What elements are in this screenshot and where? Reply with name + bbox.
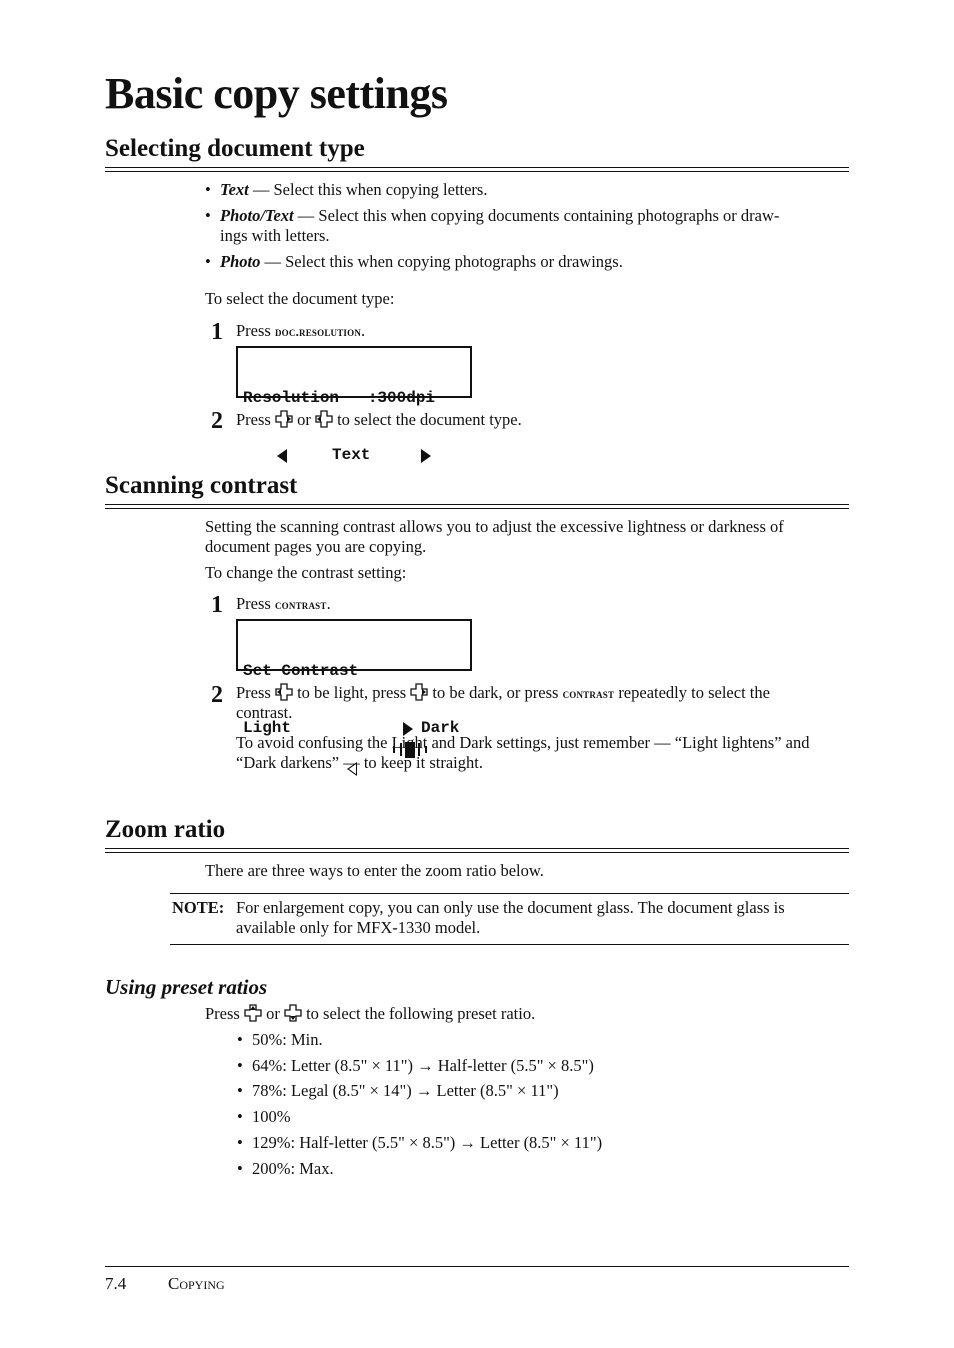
- step-number: 1: [211, 319, 223, 345]
- heading-rule: [105, 852, 849, 853]
- bullet: •: [205, 252, 211, 271]
- instruction-intro: To select the document type:: [205, 289, 395, 308]
- bullet-desc: — Select this when copying photographs or drawings.: [260, 252, 623, 271]
- key-name: contrast: [274, 597, 327, 612]
- page-number: 7.4: [105, 1274, 127, 1293]
- navigation-key-icon: [244, 1004, 262, 1022]
- tip-text: To avoid confusing the Light and Dark settings, just remember — “Light lightens” and: [236, 733, 810, 752]
- step-text-continued: contrast.: [236, 703, 293, 722]
- step-number: 2: [211, 408, 223, 434]
- subheading-preset-ratios: Using preset ratios: [105, 975, 268, 999]
- paragraph: To change the contrast setting:: [205, 563, 407, 582]
- section-heading-document-type: Selecting document type: [105, 135, 365, 162]
- bullet: •: [205, 206, 211, 225]
- step-text: Press or to select the document type.: [236, 410, 522, 429]
- heading-rule: [105, 167, 849, 168]
- heading-rule: [105, 508, 849, 509]
- footer-rule: [105, 1266, 849, 1267]
- lcd-line-1: Resolution :300dpi: [243, 389, 436, 407]
- paragraph: document pages you are copying.: [205, 537, 427, 556]
- step-number: 2: [211, 682, 223, 708]
- note-text: For enlargement copy, you can only use the document glass. The document glass is: [236, 898, 785, 917]
- note-rule-bottom: [170, 944, 849, 945]
- step-text: Press doc.resolution.: [236, 321, 366, 340]
- bullet-desc: — Select this when copying documents containing photographs or draw-: [293, 206, 780, 225]
- page-title: Basic copy settings: [105, 69, 448, 118]
- list-item: • 78%: Legal (8.5" × 14") → Letter (8.5" × 11"): [237, 1081, 559, 1100]
- right-arrow-icon: [421, 449, 431, 463]
- note-rule-top: [170, 893, 849, 894]
- lcd-value: Text: [332, 446, 371, 464]
- bullet-term: Text: [220, 180, 249, 199]
- list-item: • 50%: Min.: [237, 1030, 323, 1049]
- note-text: available only for MFX-1330 model.: [236, 918, 481, 937]
- list-item: • 100%: [237, 1107, 291, 1126]
- paragraph: Press or to select the following preset ratio.: [205, 1004, 536, 1023]
- bullet-desc: — Select this when copying letters.: [248, 180, 488, 199]
- bullet-term: Photo/Text: [220, 206, 294, 225]
- list-item: • 200%: Max.: [237, 1159, 334, 1178]
- list-item: [205, 206, 779, 226]
- lcd-line-1: Set Contrast: [243, 662, 359, 680]
- step-text: Press to be light, press to be dark, or press contrast repeatedly to select the: [236, 683, 770, 702]
- list-item: • 129%: Half-letter (5.5" × 8.5") → Letter (8.5" × 11"): [237, 1133, 603, 1152]
- bullet-term: Photo: [220, 252, 261, 271]
- chapter-name: Copying: [168, 1274, 225, 1293]
- section-heading-zoom-ratio: Zoom ratio: [105, 816, 226, 843]
- paragraph: Setting the scanning contrast allows you to adjust the excessive lightness or darkness of: [205, 517, 784, 536]
- heading-rule: [105, 171, 849, 172]
- list-item: [205, 180, 487, 200]
- heading-rule: [105, 848, 849, 849]
- paragraph: There are three ways to enter the zoom ratio below.: [205, 861, 544, 880]
- lcd-dark-label: Dark: [421, 719, 460, 737]
- heading-rule: [105, 504, 849, 505]
- navigation-key-icon: [284, 1004, 302, 1022]
- step-number: 1: [211, 592, 223, 618]
- bullet: •: [205, 180, 211, 199]
- lcd-display: [236, 619, 472, 737]
- list-item: [205, 252, 623, 272]
- lcd-light-label: Light: [243, 719, 292, 737]
- list-item: • 64%: Letter (8.5" × 11") → Half-letter (5.5" × 8.5"): [237, 1056, 594, 1075]
- navigation-key-icon: [410, 683, 428, 701]
- step-text: Press contrast.: [236, 594, 331, 613]
- key-name: doc.resolution: [274, 324, 362, 339]
- section-heading-scanning-contrast: Scanning contrast: [105, 472, 298, 499]
- bullet-desc-continued: ings with letters.: [220, 226, 330, 245]
- navigation-key-icon: [315, 410, 333, 428]
- left-arrow-icon: [277, 449, 287, 463]
- navigation-key-icon: [275, 410, 293, 428]
- lcd-line-2: [243, 446, 465, 465]
- navigation-key-icon: [275, 683, 293, 701]
- tip-text: “Dark darkens” — to keep it straight.: [236, 753, 483, 772]
- key-name: contrast: [562, 686, 615, 701]
- note-label: NOTE:: [172, 898, 225, 917]
